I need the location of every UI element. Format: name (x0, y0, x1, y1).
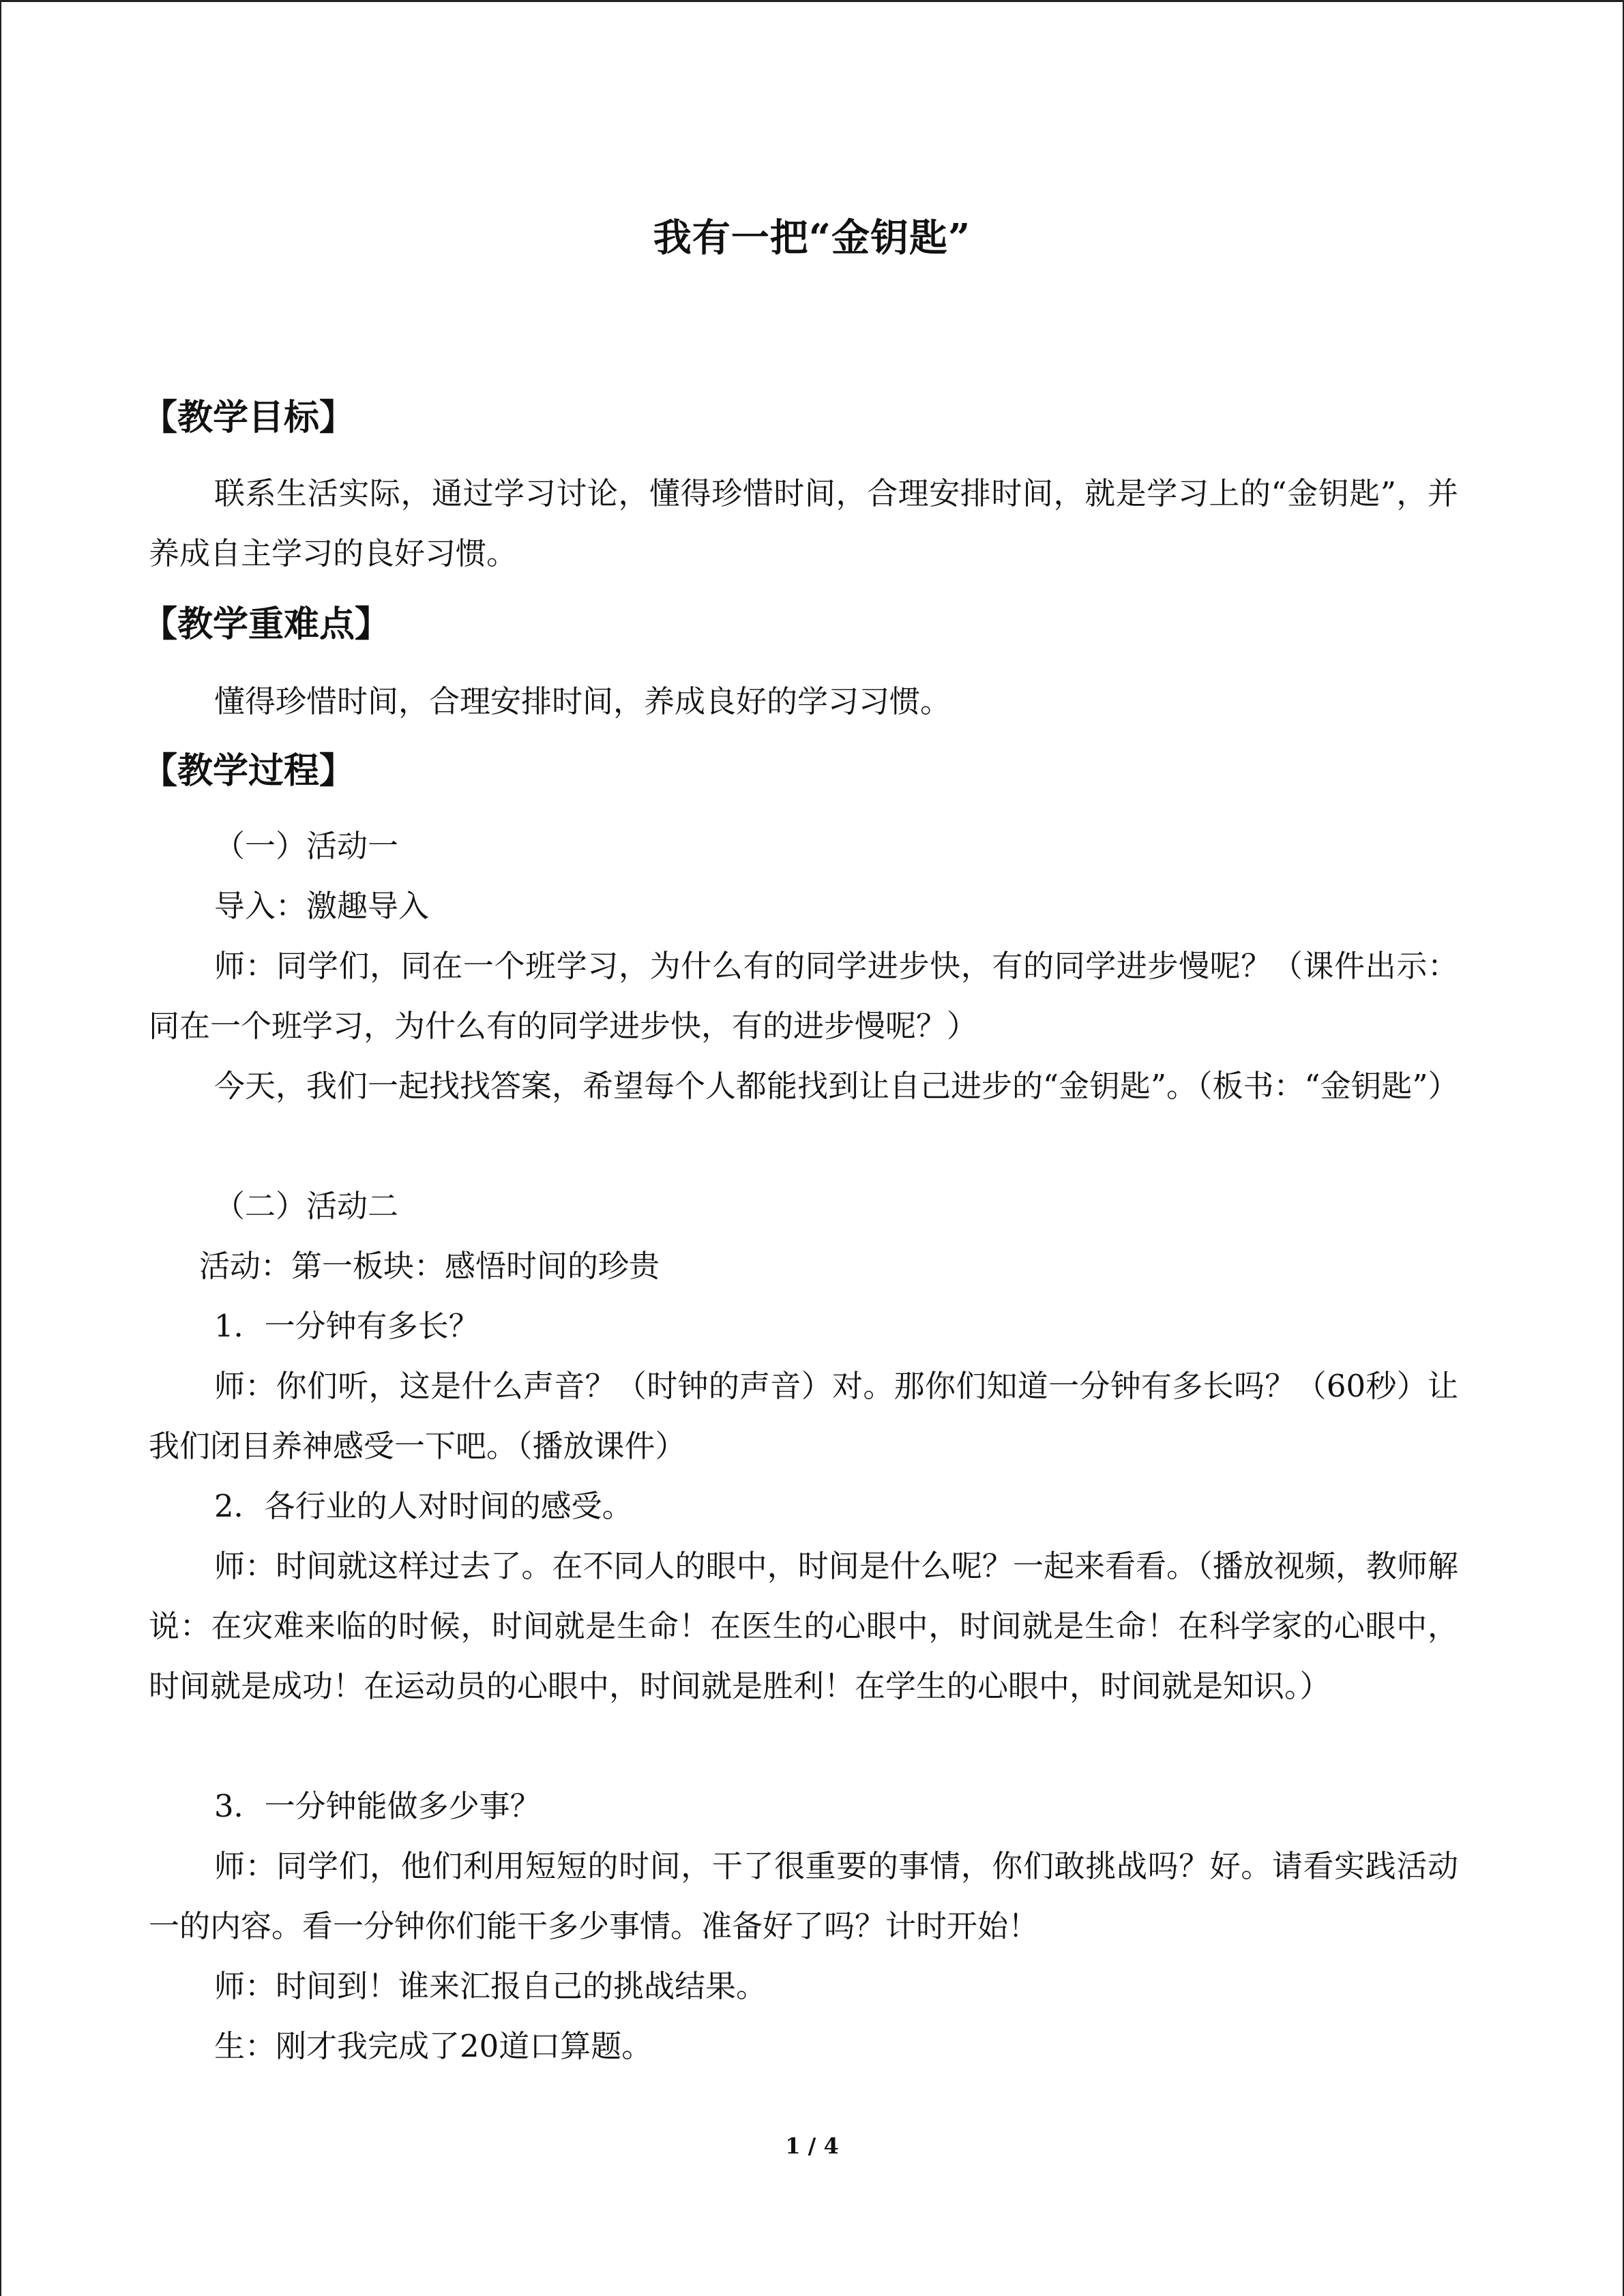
process-paragraph: 师：同学们，他们利用短短的时间，干了很重要的事情，你们敢挑战吗？好。请看实践活动一的内容。看一分钟你们能干多少事情。准备好了吗？计时开始！ (149, 1848, 1458, 1944)
process-item: 活动：第一板块：感悟时间的珍贵 (199, 1248, 660, 1284)
process-item: （二）活动二 (214, 1188, 399, 1224)
process-item: 导入：激趣导入 (214, 888, 430, 924)
process-item: （一）活动一 (214, 828, 399, 864)
process-item: 生：刚才我完成了20道口算题。 (214, 2028, 653, 2064)
process-paragraph: 今天，我们一起找找答案，希望每个人都能找到让自己进步的“金钥匙”。（板书：“金钥匙”） (214, 1068, 1459, 1104)
process-paragraph: 师：时间就这样过去了。在不同人的眼中，时间是什么呢？一起来看看。（播放视频，教师解说：在灾难来临的时候，时间就是生命！在医生的心眼中，时间就是生命！在科学家的心眼中，时间就是成功！在运动员的心眼中，时间就是胜利！在学生的心眼中，时间就是知识。） (149, 1548, 1458, 1704)
heading-process: 【教学过程】 (142, 750, 355, 792)
heading-key-points: 【教学重难点】 (142, 603, 391, 645)
process-paragraph: 师：你们听，这是什么声音？（时钟的声音）对。那你们知道一分钟有多长吗？（60秒）让我们闭目养神感受一下吧。（播放课件） (149, 1368, 1458, 1464)
process-item: 师：时间到！谁来汇报自己的挑战结果。 (214, 1968, 767, 2004)
heading-objectives: 【教学目标】 (142, 397, 355, 438)
paragraph-key-points: 懂得珍惜时间，合理安排时间，养成良好的学习习惯。 (214, 683, 951, 719)
page-number: 1 / 4 (785, 2133, 839, 2159)
process-paragraph: 师：同学们，同在一个班学习，为什么有的同学进步快，有的同学进步慢呢？（课件出示：同在一个班学习，为什么有的同学进步快，有的进步慢呢？） (149, 948, 1458, 1044)
paragraph-objectives: 联系生活实际，通过学习讨论，懂得珍惜时间，合理安排时间，就是学习上的“金钥匙”，并养成自主学习的良好习惯。 (149, 475, 1458, 571)
document-title: 我有一把“金钥匙” (653, 215, 971, 260)
process-item: 3．一分钟能做多少事？ (214, 1788, 541, 1824)
process-item: 1．一分钟有多长？ (214, 1308, 479, 1344)
process-item: 2．各行业的人对时间的感受。 (214, 1488, 633, 1524)
